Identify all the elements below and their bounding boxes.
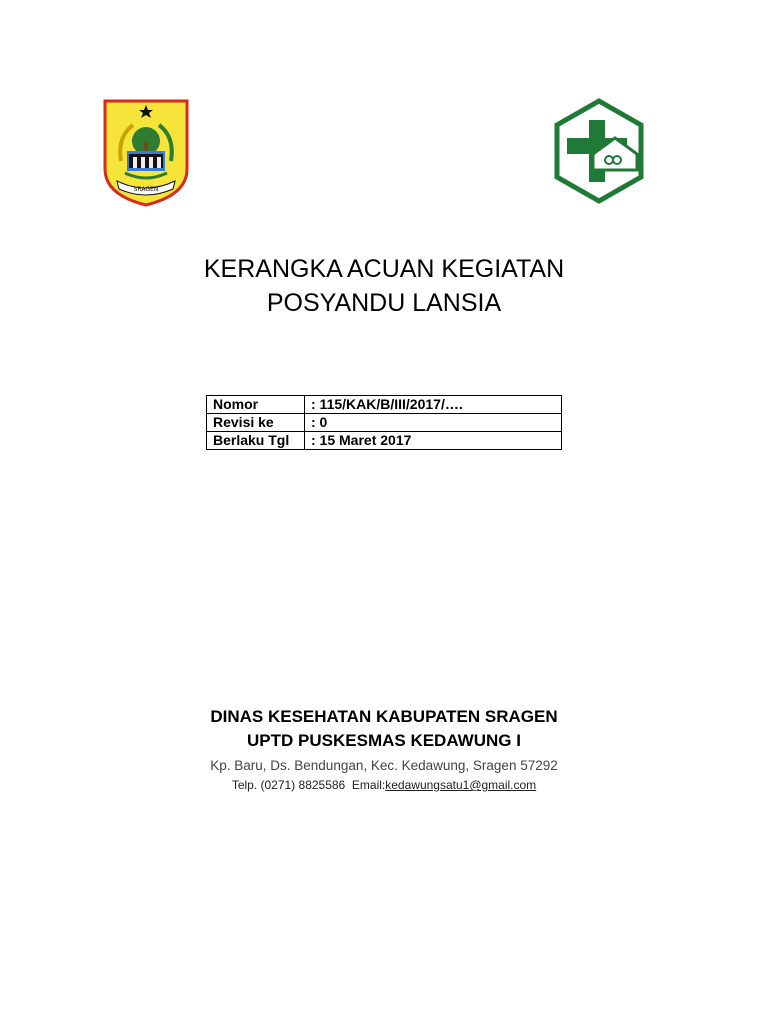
footer-phone: Telp. (0271) 8825586 Email: — [231, 778, 386, 792]
table-row — [207, 414, 562, 432]
footer-address: Kp. Baru, Ds. Bendungan, Kec. Kedawung, Sragen 57292 — [210, 758, 558, 773]
table-row — [207, 432, 562, 450]
footer-contact — [0, 777, 768, 793]
footer-org-1: DINAS KESEHATAN KABUPATEN SRAGEN — [210, 707, 558, 726]
info-label-revisi: Revisi ke — [207, 414, 305, 432]
table-row — [207, 396, 562, 414]
footer-email-link[interactable]: kedawungsatu1@gmail.com — [385, 778, 537, 792]
footer-org-2: UPTD PUSKESMAS KEDAWUNG I — [247, 731, 521, 750]
title-line-2: POSYANDU LANSIA — [266, 289, 502, 317]
puskesmas-logo — [553, 98, 645, 204]
info-label-nomor: Nomor — [207, 396, 305, 414]
sragen-coat-of-arms-logo — [103, 99, 189, 207]
info-label-berlaku: Berlaku Tgl — [207, 432, 305, 450]
footer — [0, 705, 768, 793]
document-title — [0, 252, 768, 320]
info-value-berlaku: : 15 Maret 2017 — [305, 432, 562, 450]
info-value-revisi: : 0 — [305, 414, 562, 432]
document-info-table — [206, 395, 562, 450]
logo-left-text: SRAGEN — [133, 186, 159, 193]
title-line-1: KERANGKA ACUAN KEGIATAN — [203, 255, 565, 283]
info-value-nomor: : 115/KAK/B/III/2017/…. — [305, 396, 562, 414]
